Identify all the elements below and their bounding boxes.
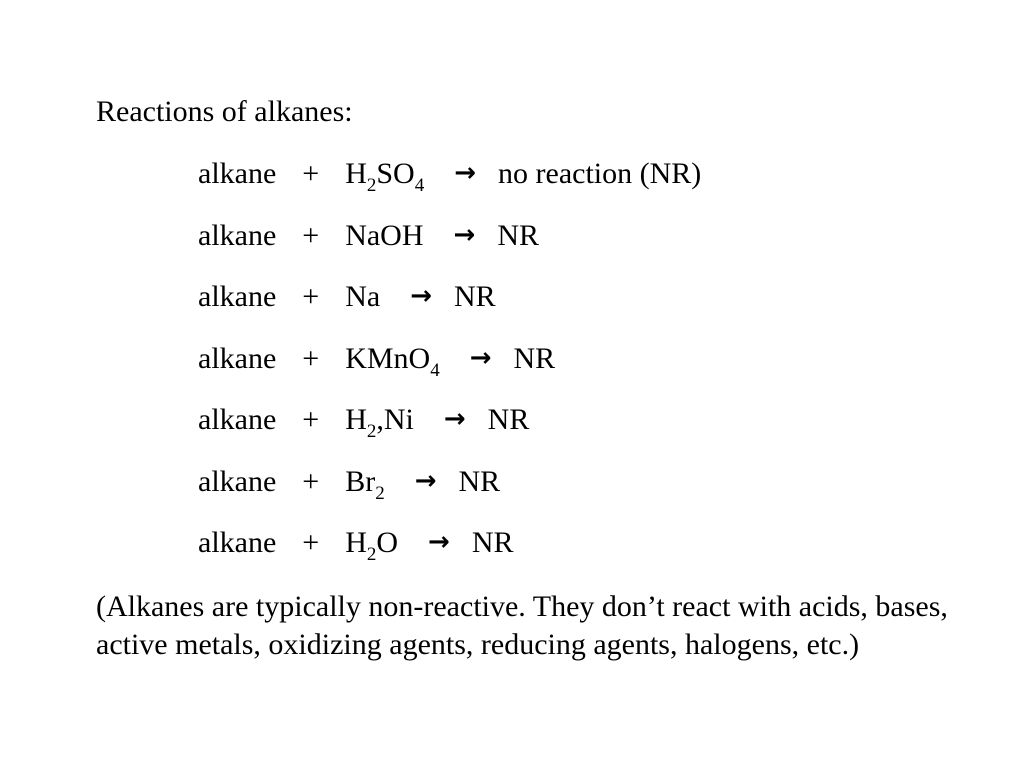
reactant: alkane: [198, 403, 277, 436]
right-arrow-icon: →: [428, 527, 450, 557]
reaction-list: [198, 156, 701, 587]
reagent-text: H: [345, 157, 367, 190]
reagent-subscript: 4: [414, 175, 425, 196]
product: NR: [458, 464, 501, 498]
reagent-text: H: [345, 403, 367, 436]
reagent: [345, 402, 414, 442]
reaction-row: [198, 341, 701, 403]
product: no reaction (NR): [498, 157, 702, 190]
product: NR: [453, 280, 496, 313]
plus-sign: +: [302, 341, 320, 375]
reaction-row: [198, 279, 701, 341]
reagent-text: H: [345, 526, 367, 559]
reagent-text: Br: [345, 464, 376, 498]
reaction-row: [198, 402, 701, 464]
right-arrow-icon: →: [453, 219, 476, 250]
reactant: alkane: [198, 464, 277, 498]
reactant: alkane: [198, 157, 277, 190]
reaction-row: [198, 156, 701, 218]
reagent-subscript: 2: [375, 482, 385, 504]
plus-sign: +: [302, 403, 320, 436]
right-arrow-icon: →: [443, 404, 466, 434]
reagent-text: KMnO: [345, 341, 431, 375]
product: NR: [487, 403, 530, 436]
reagent: [345, 341, 440, 381]
plus-sign: +: [302, 280, 320, 313]
right-arrow-icon: →: [454, 158, 477, 188]
reaction-row: [198, 464, 701, 526]
reagent-subscript: 2: [366, 421, 377, 442]
reaction-row: [198, 525, 701, 587]
reagent-subscript: 2: [366, 175, 377, 196]
slide-heading: Reactions of alkanes:: [96, 95, 353, 128]
reagent-text: ,Ni: [376, 403, 414, 436]
reagent-text: NaOH: [345, 218, 424, 252]
reagent: [345, 279, 380, 315]
reagent-text: Na: [345, 280, 381, 313]
plus-sign: +: [302, 157, 320, 190]
reactant: alkane: [198, 280, 277, 313]
reagent-text: O: [376, 526, 399, 559]
reagent: [345, 156, 425, 196]
reactant: alkane: [198, 341, 277, 375]
reagent-text: SO: [376, 157, 415, 190]
summary-note: (Alkanes are typically non-reactive. They don’t react with acids, bases, active metals, oxidizing agents, reducing agents, halogens, etc.): [96, 590, 948, 661]
reagent: [345, 464, 385, 504]
product: NR: [513, 341, 556, 375]
reagent-subscript: 2: [366, 544, 377, 565]
reagent: [345, 218, 423, 254]
right-arrow-icon: →: [410, 281, 432, 311]
reagent: [345, 525, 399, 565]
reactant: alkane: [198, 218, 277, 252]
reactant: alkane: [198, 526, 277, 559]
right-arrow-icon: →: [469, 342, 492, 373]
plus-sign: +: [302, 464, 320, 498]
reaction-row: [198, 218, 701, 280]
product: NR: [497, 218, 539, 252]
plus-sign: +: [302, 526, 320, 559]
reagent-subscript: 4: [430, 359, 440, 381]
plus-sign: +: [302, 218, 320, 252]
right-arrow-icon: →: [414, 465, 437, 496]
product: NR: [471, 526, 514, 559]
